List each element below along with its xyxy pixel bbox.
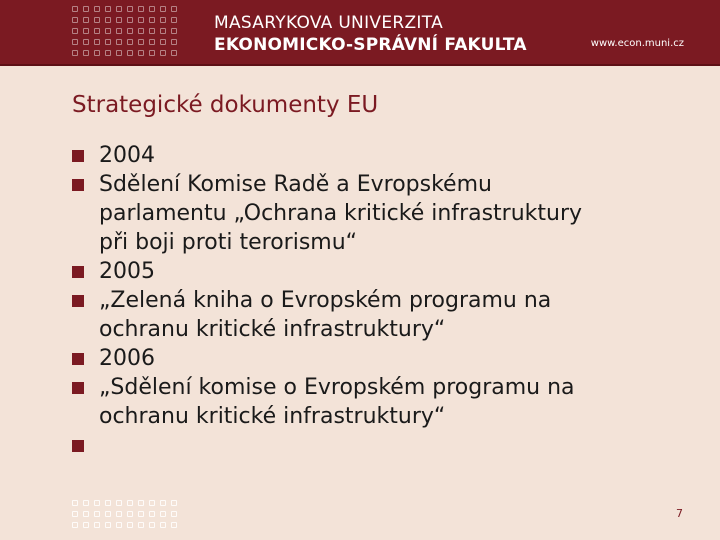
pattern-square: [83, 28, 89, 34]
bullet-list: [72, 141, 692, 431]
pattern-square: [105, 17, 111, 23]
pattern-square: [127, 522, 133, 528]
pattern-square: [138, 50, 144, 56]
bullet-text: „Zelená kniha o Evropském programu na ochranu kritické infrastruktury“: [99, 288, 552, 342]
bullet-text: 2004: [99, 143, 155, 168]
pattern-square: [105, 500, 111, 506]
pattern-square: [83, 17, 89, 23]
pattern-square: [72, 522, 78, 528]
bullet-text: 2005: [99, 259, 155, 284]
pattern-square: [127, 500, 133, 506]
pattern-square: [160, 511, 166, 517]
pattern-square: [105, 28, 111, 34]
pattern-square: [160, 17, 166, 23]
pattern-square: [83, 522, 89, 528]
pattern-square: [105, 50, 111, 56]
pattern-square: [138, 500, 144, 506]
pattern-square: [160, 500, 166, 506]
bullet-marker-icon: [72, 150, 84, 162]
pattern-square: [72, 39, 78, 45]
bullet-marker-icon: [72, 295, 84, 307]
pattern-square: [171, 511, 177, 517]
bullet-marker-icon: [72, 440, 84, 452]
bullet-item: [72, 141, 692, 170]
pattern-square: [138, 511, 144, 517]
pattern-square: [94, 511, 100, 517]
pattern-square: [149, 28, 155, 34]
pattern-square: [127, 6, 133, 12]
pattern-square: [94, 39, 100, 45]
pattern-square: [116, 511, 122, 517]
bullet-item: [72, 344, 692, 373]
website-url[interactable]: www.econ.muni.cz: [590, 38, 684, 49]
faculty-name: EKONOMICKO-SPRÁVNÍ FAKULTA: [214, 35, 527, 55]
pattern-square: [116, 522, 122, 528]
bullet-marker-icon: [72, 266, 84, 278]
pattern-square: [149, 522, 155, 528]
bullet-text: 2006: [99, 346, 155, 371]
pattern-square: [171, 39, 177, 45]
bullet-marker-icon: [72, 179, 84, 191]
pattern-square: [83, 6, 89, 12]
pattern-square: [160, 6, 166, 12]
pattern-square: [149, 6, 155, 12]
pattern-square: [116, 50, 122, 56]
pattern-square: [105, 6, 111, 12]
pattern-square: [149, 39, 155, 45]
pattern-square: [171, 500, 177, 506]
pattern-square: [116, 500, 122, 506]
pattern-square: [138, 39, 144, 45]
pattern-square: [83, 50, 89, 56]
bullet-marker-icon: [72, 353, 84, 365]
pattern-square: [127, 511, 133, 517]
bullet-text: „Sdělení komise o Evropském programu na ochranu kritické infrastruktury“: [99, 375, 575, 429]
pattern-square: [72, 28, 78, 34]
pattern-square: [149, 500, 155, 506]
pattern-square: [72, 50, 78, 56]
pattern-square: [94, 17, 100, 23]
pattern-square: [83, 500, 89, 506]
header-divider: [0, 64, 720, 66]
pattern-square: [94, 522, 100, 528]
pattern-square: [72, 500, 78, 506]
pattern-square: [160, 28, 166, 34]
pattern-square: [149, 511, 155, 517]
bullet-item: [72, 170, 692, 257]
pattern-square: [72, 6, 78, 12]
pattern-square: [171, 17, 177, 23]
bullet-item: [72, 257, 692, 286]
pattern-square: [94, 28, 100, 34]
pattern-square: [160, 39, 166, 45]
pattern-square: [83, 511, 89, 517]
pattern-square: [138, 28, 144, 34]
pattern-square: [72, 511, 78, 517]
pattern-square: [105, 522, 111, 528]
pattern-square: [94, 6, 100, 12]
pattern-square: [138, 17, 144, 23]
bullet-marker-icon: [72, 382, 84, 394]
pattern-square: [116, 28, 122, 34]
bullet-text: Sdělení Komise Radě a Evropskému parlamentu „Ochrana kritické infrastruktury při boji proti terorismu“: [99, 172, 583, 255]
bullet-item: [72, 373, 692, 431]
pattern-square: [116, 39, 122, 45]
logo-pattern-top: [70, 4, 180, 59]
pattern-square: [105, 511, 111, 517]
pattern-square: [116, 17, 122, 23]
logo-pattern-bottom: [70, 498, 180, 531]
pattern-square: [83, 39, 89, 45]
bullet-item: [72, 286, 692, 344]
page-number: 7: [676, 507, 683, 520]
pattern-square: [171, 50, 177, 56]
pattern-square: [127, 17, 133, 23]
slide-title: Strategické dokumenty EU: [72, 92, 379, 118]
pattern-square: [171, 28, 177, 34]
pattern-square: [138, 522, 144, 528]
pattern-square: [105, 39, 111, 45]
pattern-square: [127, 50, 133, 56]
pattern-square: [171, 6, 177, 12]
pattern-square: [94, 50, 100, 56]
pattern-square: [116, 6, 122, 12]
pattern-square: [127, 28, 133, 34]
pattern-square: [94, 500, 100, 506]
pattern-square: [149, 50, 155, 56]
pattern-square: [160, 522, 166, 528]
university-name: MASARYKOVA UNIVERZITA: [214, 13, 444, 33]
pattern-square: [138, 6, 144, 12]
pattern-square: [149, 17, 155, 23]
pattern-square: [127, 39, 133, 45]
pattern-square: [160, 50, 166, 56]
pattern-square: [171, 522, 177, 528]
pattern-square: [72, 17, 78, 23]
